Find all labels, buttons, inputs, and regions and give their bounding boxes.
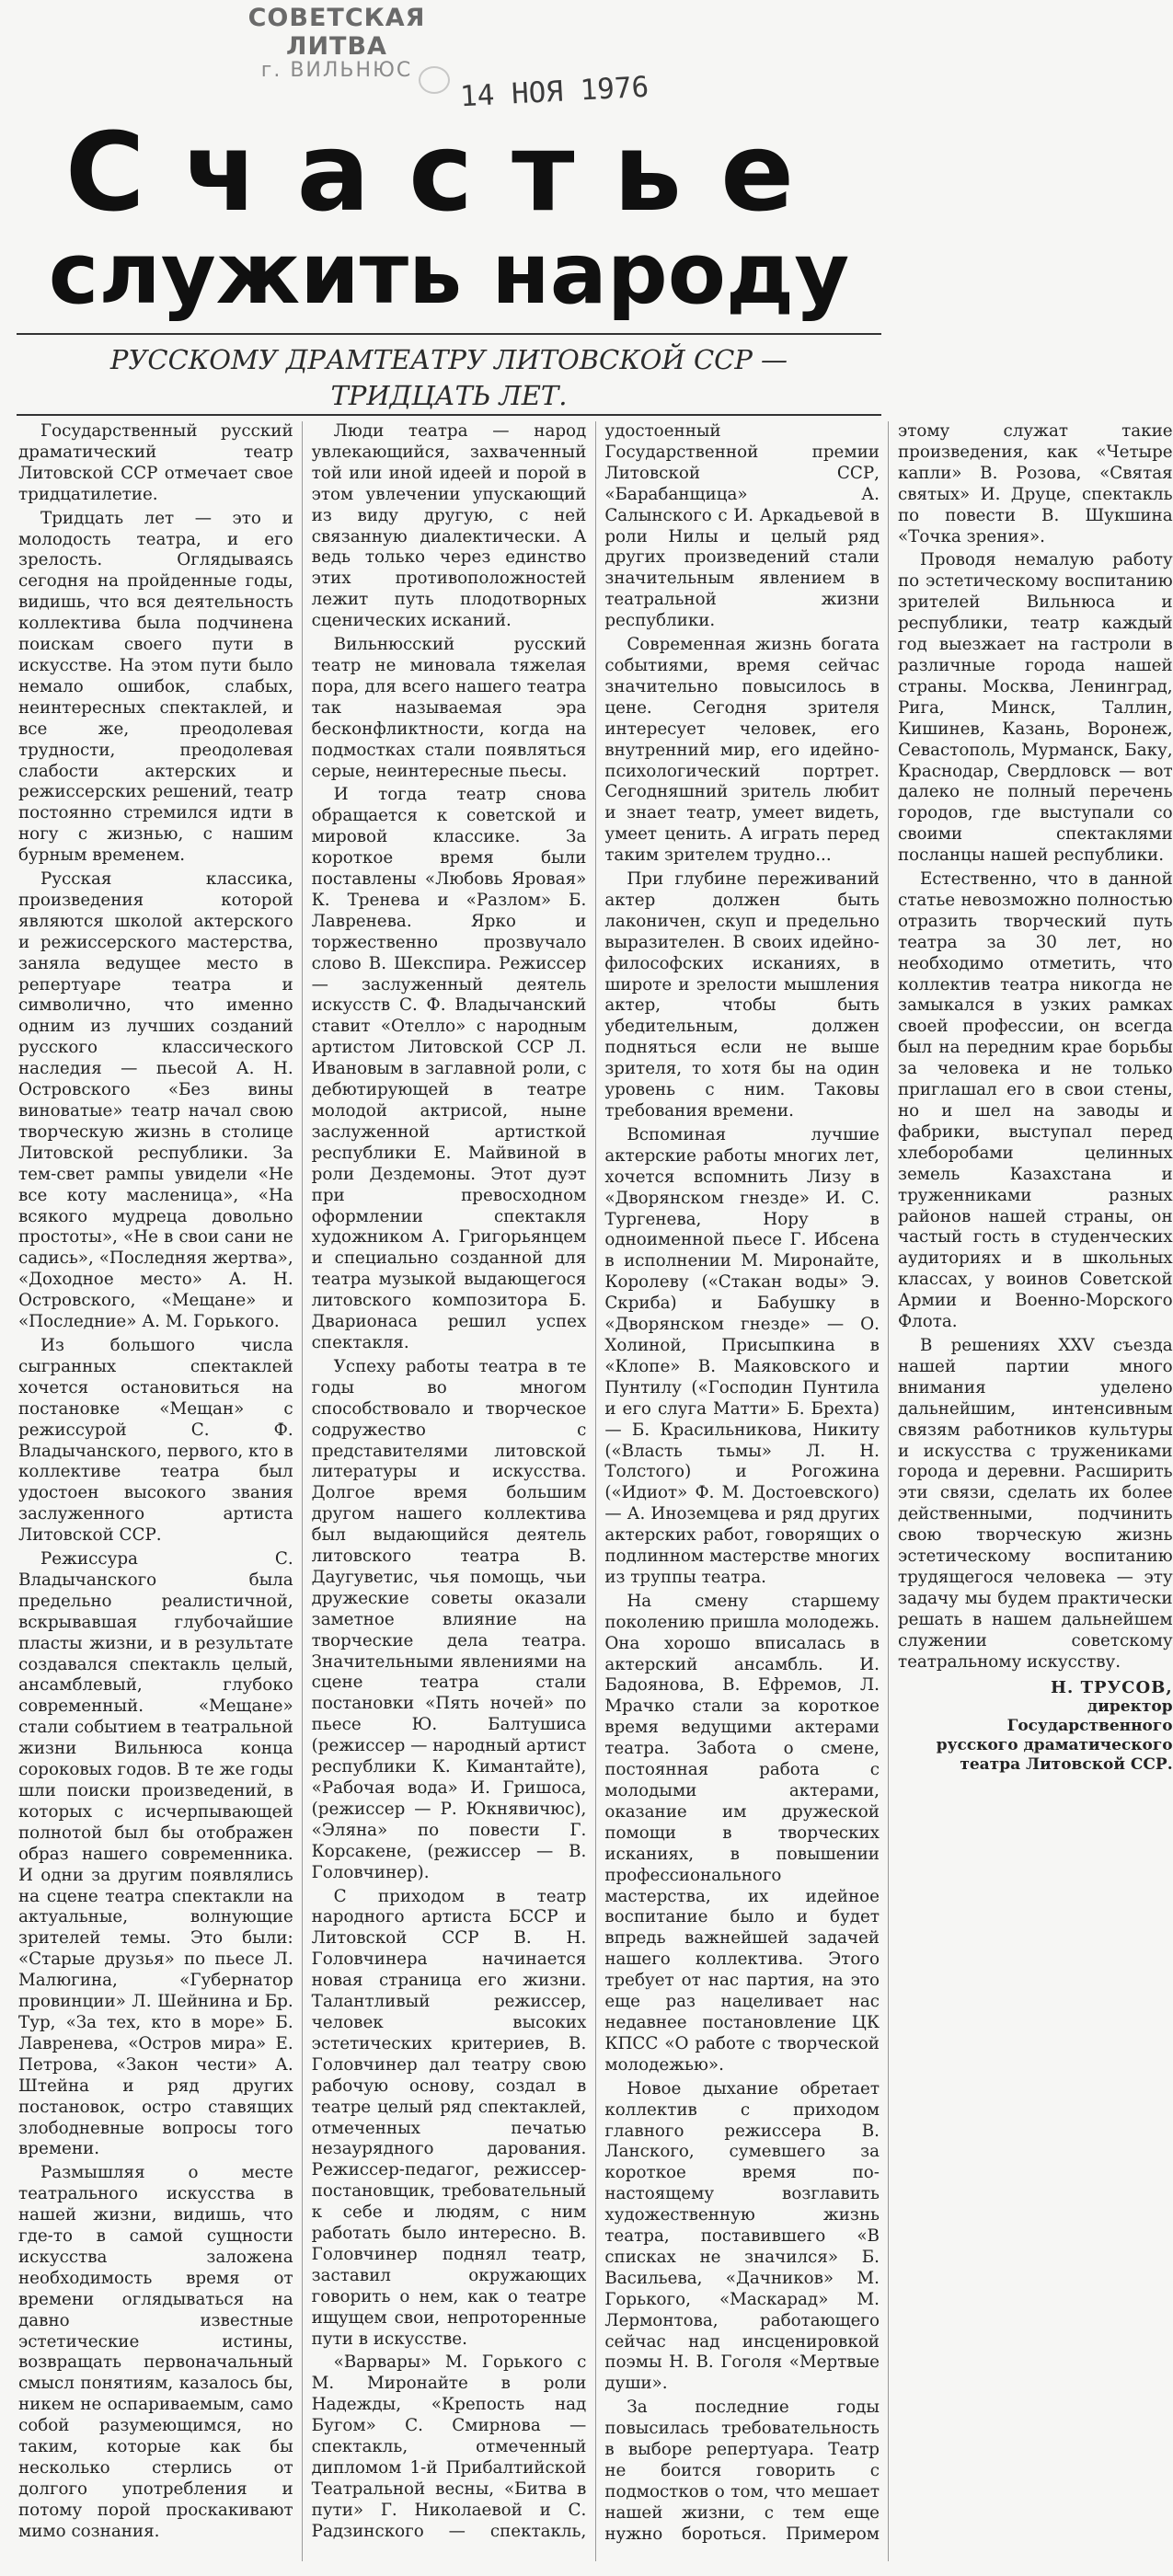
paragraph: Вильнюсский русский театр не миновала тяжелая пора, для всего нашего театра так называемая эра бесконфликтности, когда на подмостках стали появляться серые, неинтересные пьесы. xyxy=(311,635,587,781)
stamp-mark-icon xyxy=(419,66,450,94)
publication-city: г. ВИЛЬНЮС xyxy=(260,59,413,82)
paragraph: Из большого числа сыгранных спектаклей хочется остановиться на постановке «Мещан» с режиссурой С. Ф. Владычанского, первого, кто в коллективе театра был удостоен высокого звания заслуженного артиста Литовской ССР. xyxy=(18,1335,293,1546)
paragraph: Размышляя о месте театрального искусства в нашей жизни, видишь, что где-то в самой сущности искусства заложена необходимость время от времени оглядываться на давно известные эстетические истины, возвращать первоначальный смысл понятиям, казалось бы, никем не оспариваемым, само собой разумеющимся, но таким, которые как бы несколько стерлись от долгого употребления и потому порой проскакивают мимо сознания. xyxy=(18,2163,293,2541)
rule-bottom xyxy=(17,414,881,416)
article-body xyxy=(18,421,1173,2561)
paragraph: При глубине переживаний актер должен быть лаконичен, скуп и предельно выразителен. В своих идейно-философских исканиях, в широте и зрелости мышления актер, чтобы быть убедительным, должен подняться если не выше зрителя, то хотя бы на один уровень с ним. Таковы требования времени. xyxy=(604,869,880,1121)
author-name: Н. ТРУСОВ, xyxy=(1051,1678,1173,1698)
paragraph: Проводя немалую работу по эстетическому воспитанию зрителей Вильнюса и республики, театр каждый год выезжает на гастроли в различные города нашей страны. Москва, Ленинград, Рига, Минск, Таллин, Кишинев, Казань, Воронеж, Севастополь, Мурманск, Баку, Краснодар, Свердловск — вот далеко не полный перечень городов, где выступали со своими спектаклями посланцы нашей республики. xyxy=(897,550,1173,866)
paragraph: Новое дыхание обретает коллектив с приходом главного режиссера В. Ланского, сумевшего за короткое время по-настоящему возглавить художественную жизнь театра, поставившего «В списках не значился» Б. Васильева, «Дачников» М. Горького, «Маскарад» М. Лермонтова, работающего сейчас над инсценировкой поэмы Н. В. Гоголя «Мертвые души». xyxy=(604,2078,880,2394)
paragraph: Современная жизнь богата событиями, время сейчас значительно повысилось в цене. Сегодня зрителя интересует человек, его внутренний мир, его идейно-психологический портрет. Сегодняшний зритель любит и знает театр, умеет видеть, умеет ценить. А играть перед таким зрителем трудно... xyxy=(604,635,880,866)
paragraph: За последние годы повысилась требовательность в выборе репертуара. Театр не боится говорить с подмостков о том, что мешает нашей жизни, с тем еще нужно бороться. Примером этому служат такие произведения, как «Четыре капли» В. Розова, «Святая святых» И. Друце, спектакль по повести В. Шукшина «Точка зрения». xyxy=(604,421,1173,2544)
paragraph: Успеху работы театра в те годы во многом способствовало и творческое содружество с представителями литовской литературы и искусства. Долгое время большим другом нашего коллектива был выдающийся деятель литовского театра В. Даугуветис, чья помощь, чьи дружеские советы оказали заметное влияние на творческие дела театра. Значительными явлениями на сцене театра стали постановки «Пять ночей» по пьесе Ю. Балтушиса (режиссер — народный артист республики К. Кимантайте), «Рабочая вода» И. Гришоса, (режиссер — Р. Юкнявичюс), «Эляна» по повести Г. Корсакене, (режиссер — В. Головчинер). xyxy=(311,1356,587,1882)
headline-line-2: служить народу xyxy=(48,224,850,323)
paragraph: И тогда театр снова обращается к советской и мировой классике. За короткое время были поставлены «Любовь Яровая» К. Тренева и «Разлом» Б. Лавренева. Ярко и торжественно прозвучало слово В. Шекспира. Режиссер — заслуженный деятель искусств С. Ф. Владычанский ставит «Отелло» с народным артистом Литовской ССР Л. Ивановым в заглавной роли, с дебютирующей в театре молодой актрисой, ныне заслуженной артисткой республики Е. Майвиной в роли Дездемоны. Этот дуэт при превосходном оформлении спектакля художником А. Григорьянцем и специально созданной для театра музыкой выдающегося литовского композитора Б. Дварионаса решил успех спектакля. xyxy=(311,785,587,1352)
paragraph: «Варвары» М. Горького с М. Миронайте в роли Надежды, «Крепость над Бугом» С. Смирнова — спектакль, отмеченный дипломом 1-й Прибалтийской Театральной весны, «Битва в пути» Г. Николаевой и С. Радзинского — спектакль, удостоенный Государственной премии Литовской ССР, «Барабанщица» А. Салынского с И. Аркадьевой в роли Нилы и целый ряд других произведений стали значительным явлением в театральной жизни республики. xyxy=(311,421,880,2541)
author-title: директор xyxy=(1087,1697,1173,1717)
paragraph: С приходом в театр народного артиста БССР и Литовской ССР В. Н. Головчинера начинается новая страница его жизни. Талантливый режиссер, человек высоких эстетических критериев, В. Головчинер дал театру свою рабочую основу, создал в театре целый ряд спектаклей, отмеченных печатью незаурядного дарования. Режиссер-педагог, режиссер-постановщик, требовательный к себе и людям, с ним работать было интересно. В. Головчинер поднял театр, заставил окружающих говорить о нем, как о театре ищущем свои, непроторенные пути в искусстве. xyxy=(311,1886,587,2349)
author-org-line: русского драматического xyxy=(936,1736,1173,1755)
paragraph: На смену старшему поколению пришла молодежь. Она хорошо вписалась в актерский ансамбль. И. Бадоянова, В. Ефремов, Л. Мрачко стали за короткое время ведущими актерами театра. Забота о смене, постоянная работа с молодыми актерами, оказание им дружеской помощи в творческих исканиях, в повышении профессионального мастерства, их идейное воспитание было и будет впредь важнейшей задачей нашего коллектива. Этого требует от нас партия, на это еще раз нацеливает нас недавнее постановление ЦК КПСС «О работе с творческой молодежью». xyxy=(604,1591,880,2075)
paragraph: Режиссура С. Владычанского была предельно реалистичной, вскрывавшая глубочайшие пласты жизни, и в результате создавался спектакль целый, ансамблевый, глубоко современный. «Мещане» стали событием в театральной жизни Вильнюса конца сороковых годов. В те же годы шли поиски произведений, в которых с исчерпывающей полнотой был бы отображен образ нашего современника. И одни за другим появлялись на сцене театра спектакли на актуальные, волнующие зрителей темы. Это были: «Старые друзья» по пьесе Л. Малюгина, «Губернатор провинции» Л. Шейнина и Бр. Тур, «За тех, кто в море» Б. Лавренева, «Остров мира» Е. Петрова, «Закон чести» А. Штейна и ряд других постановок, остро ставящих злободневные вопросы того времени. xyxy=(18,1549,293,2159)
paragraph: Русская классика, произведения которой являются школой актерского и режиссерского мастерства, заняла ведущее место в репертуаре театра и символично, что именно одним из лучших созданий русского классического наследия — пьесой А. Н. Островского «Без вины виноватые» театр начал свою творческую жизнь в столице Литовской республики. За тем-свет рампы увидели «Не все коту масленица», «На всякого мудреца довольно простоты», «Не в свои сани не садись», «Последняя жертва», «Доходное место» А. Н. Островского, «Мещане» и «Последние» А. М. Горького. xyxy=(18,869,293,1332)
date-stamp: 14 НОЯ 1976 xyxy=(459,70,650,114)
paragraph: В решениях XXV съезда нашей партии много внимания уделено дальнейшим, интенсивным связям работников культуры и искусства с тружениками города и деревни. Расширить эти связи, сделать их более действенными, подчинить свою творческую жизнь эстетическому воспитанию трудящегося человека — эту задачу мы будем практически решать в нашем дальнейшем служении советскому театральному искусству. xyxy=(897,1335,1173,1672)
author-signature xyxy=(898,1678,1173,1775)
author-org-line: Государственного xyxy=(1006,1717,1173,1736)
author-org-line: театра Литовской ССР. xyxy=(960,1755,1173,1775)
rule-top xyxy=(17,333,881,335)
subheadline: РУССКОМУ ДРАМТЕАТРУ ЛИТОВСКОЙ ССР — ТРИДЦАТЬ ЛЕТ. xyxy=(109,344,788,412)
paragraph: Вспоминая лучшие актерские работы многих лет, хочется вспомнить Лизу в «Дворянском гнезде» И. С. Тургенева, Нору в одноименной пьесе Г. Ибсена в исполнении М. Миронайте, Королеву («Стакан воды» Э. Скриба) и Бабушку в «Дворянском гнезде» — О. Холиной, Присыпкина в «Клопе» В. Маяковского и Пунтилу («Господин Пунтила и его слуга Матти» Б. Брехта) — Б. Красильникова, Никиту («Власть тьмы» Л. Н. Толстого) и Рогожина («Идиот» Ф. М. Достоевского) — А. Иноземцева и ряд других актерских работ, говорящих о подлинном мастерстве многих из труппы театра. xyxy=(604,1124,880,1587)
paragraph: Государственный русский драматический театр Литовской ССР отмечает свое тридцатилетие. xyxy=(18,421,293,504)
paragraph: Люди театра — народ увлекающийся, захваченный той или иной идеей и порой в этом увлечении упускающий из виду другую, с ней связанную диалектически. А ведь только через единство этих противоположностей лежит путь плодотворных сценических исканий. xyxy=(311,421,587,631)
headline-line-1: Счастье xyxy=(64,109,834,236)
publication-name: СОВЕТСКАЯ ЛИТВА xyxy=(247,4,426,61)
paragraph: Естественно, что в данной статье невозможно полностью отразить творческий путь театра за 30 лет, но необходимо отметить, что коллектив театра никогда не замыкался в узких рамках своей профессии, он всегда был на передним крае борьбы за человека и не только приглашал его в свои стены, но и шел на заводы и фабрики, выступал перед хлеборобами целинных земель Казахстана и труженниками разных районов нашей страны, он частый гость в студенческих аудиториях и в школьных классах, у воинов Советской Армии и Военно-Морского Флота. xyxy=(897,869,1173,1332)
paragraph: Тридцать лет — это и молодость театра, и его зрелость. Оглядываясь сегодня на пройденные годы, видишь, что вся деятельность коллектива была подчинена поискам своего пути в искусстве. На этом пути было немало ошибок, слабых, неинтересных спектаклей, и все же, преодолевая трудности, преодолевая слабости актерских и режиссерских решений, театр постоянно стремился идти в ногу с жизнью, с нашим бурным временем. xyxy=(18,508,293,866)
